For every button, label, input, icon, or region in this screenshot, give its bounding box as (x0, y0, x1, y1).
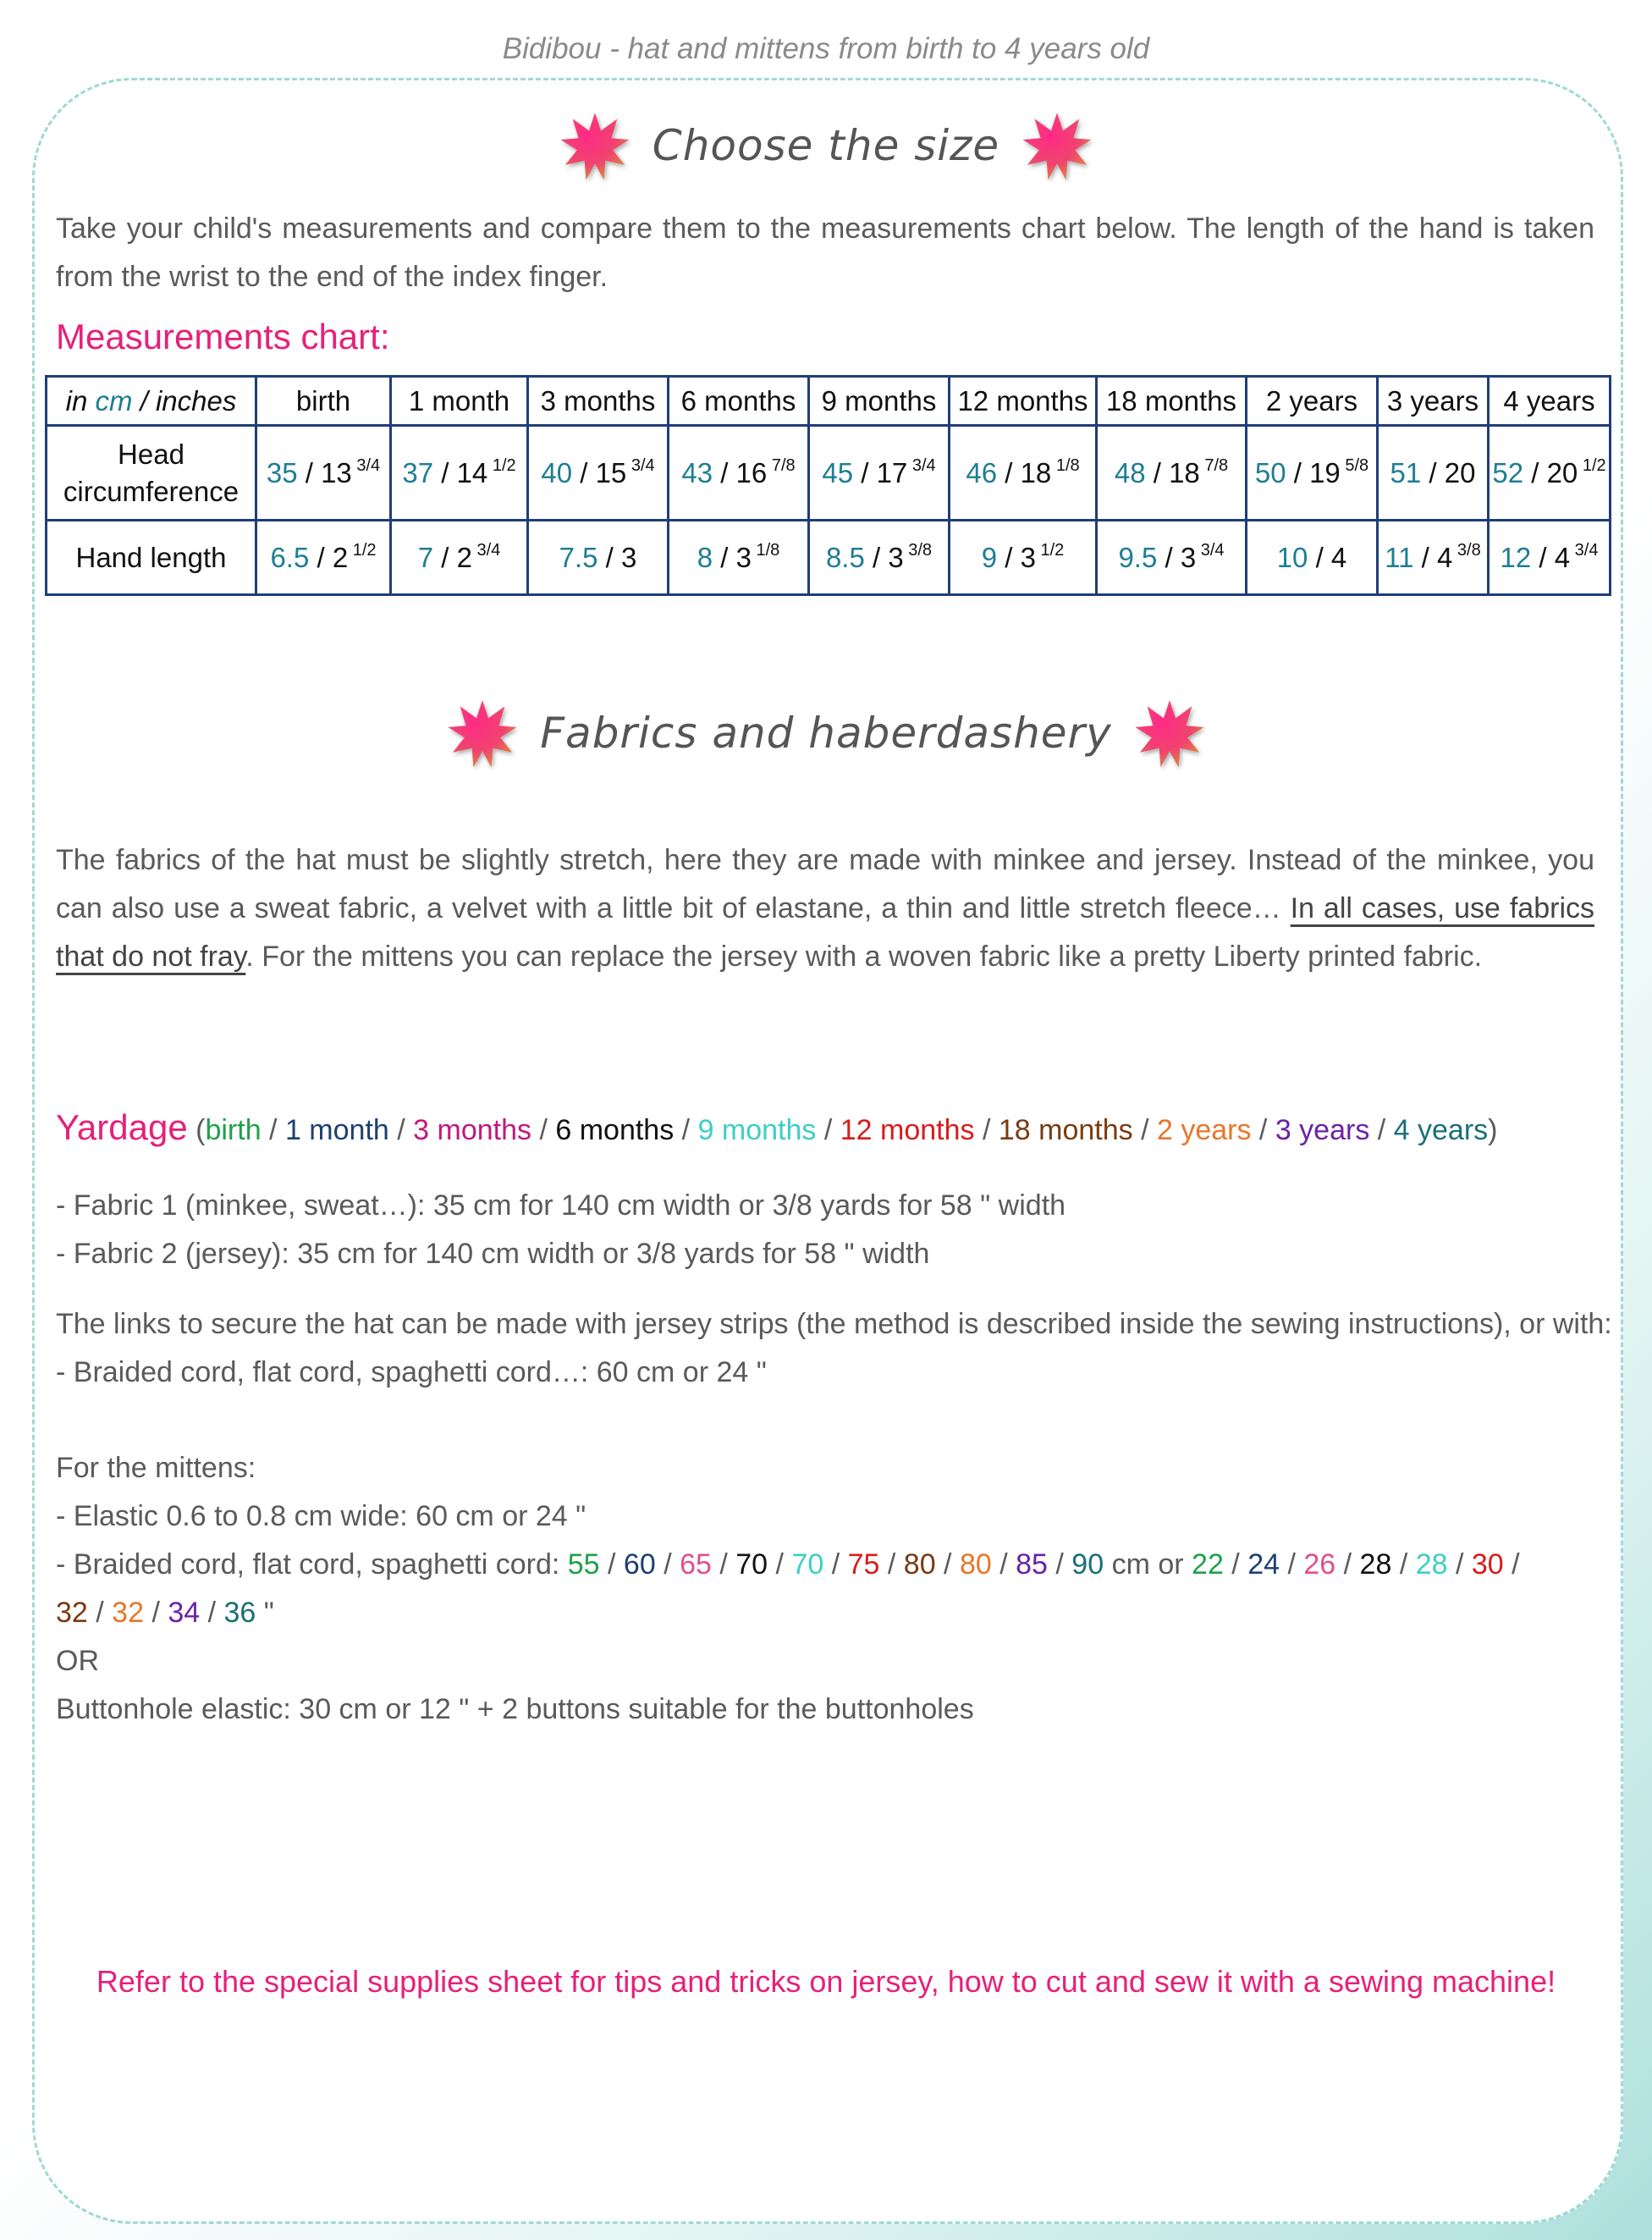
cm-value: 45 (822, 457, 854, 488)
cm-value: 51 (1390, 456, 1422, 488)
fabric-title-text: Fabrics and haberdashery (540, 709, 1112, 758)
elastic-line: - Elastic 0.6 to 0.8 cm wide: 60 cm or 24 " (56, 1500, 586, 1532)
fabric1-line: - Fabric 1 (minkee, sweat…): 35 cm for 140 cm width or 3/8 yards for 58 " width (56, 1189, 1066, 1222)
size-header-5: 12 months (950, 377, 1097, 426)
cord-cm-or: cm or (1104, 1548, 1192, 1581)
measurement-cell (1097, 521, 1247, 595)
size-header-7: 2 years (1247, 377, 1378, 426)
inch-fraction: 3/4 (1196, 541, 1225, 560)
size-header-2: 3 months (528, 377, 669, 426)
cord-cm-values (568, 1548, 1104, 1581)
inch-value: / 20 (1421, 456, 1476, 488)
measurement-cell (1378, 521, 1489, 595)
inch-fraction: 1/8 (751, 541, 780, 560)
size-value: 12 months (840, 1114, 975, 1146)
cord-sizes-line1 (56, 1548, 1520, 1581)
inch-value: / 2 (433, 542, 472, 573)
cm-value: 12 (1500, 542, 1532, 573)
table-row-head-circumference (47, 426, 1611, 521)
inch-fraction: 3/4 (351, 456, 381, 475)
measurements-table (45, 375, 1611, 596)
measurement-cell (528, 521, 669, 595)
measurement-cell (256, 521, 391, 595)
inch-fraction: 1/2 (1035, 541, 1065, 560)
size-value: 65 (680, 1548, 712, 1581)
yardage-size-legend (205, 1114, 1488, 1146)
inch-fraction: 1/8 (1051, 456, 1080, 475)
inch-fraction: 3/4 (626, 456, 655, 475)
cm-value: 9.5 (1118, 542, 1158, 573)
inch-value: / 4 (1531, 542, 1571, 573)
inch-value: / 3 (1157, 542, 1197, 573)
inch-value: / 16 (713, 457, 768, 488)
measurement-cell (1247, 521, 1378, 595)
size-value: 30 (1471, 1548, 1504, 1581)
cm-value: 10 (1276, 541, 1308, 573)
supplies-sheet-note: Refer to the special supplies sheet for tips and tricks on jersey, how to cut and sew it with a sewing machine! (96, 1964, 1556, 1999)
fabric-paragraph (56, 836, 1594, 981)
cm-value: 8.5 (825, 542, 865, 573)
cm-value: 46 (966, 457, 998, 488)
inch-value: / 4 (1413, 542, 1453, 573)
star-icon (558, 108, 632, 183)
star-icon (1020, 108, 1094, 183)
cm-value: 9 (981, 542, 998, 573)
size-value: 32 (56, 1597, 88, 1629)
separator: / (144, 1597, 168, 1629)
inch-value: / 13 (297, 457, 352, 488)
links-cord-line: - Braided cord, flat cord, spaghetti cord…: 60 cm or 24 " (56, 1356, 767, 1388)
size-value: 55 (567, 1548, 600, 1581)
size-value: 4 years (1393, 1114, 1489, 1146)
yardage-heading-line (56, 1107, 1498, 1148)
size-value: 85 (1016, 1548, 1048, 1581)
size-title-text: Choose the size (652, 121, 1000, 170)
measurement-cell (1097, 426, 1247, 521)
separator: / (1280, 1548, 1304, 1581)
cord-inch-values-b (56, 1597, 256, 1629)
size-value: 18 months (998, 1114, 1133, 1146)
hand-label: Hand length (75, 541, 227, 573)
size-value: 70 (791, 1548, 824, 1581)
size-value: 28 (1359, 1548, 1392, 1581)
size-value: 26 (1303, 1548, 1336, 1581)
separator: / (991, 1548, 1016, 1581)
yardage-close: ) (1488, 1114, 1498, 1146)
inch-value: / 3 (713, 542, 752, 573)
separator: / (1223, 1548, 1248, 1581)
separator: / (823, 1548, 848, 1581)
yardage-open: ( (187, 1114, 206, 1146)
inch-fraction: 1/2 (1578, 456, 1606, 475)
head-label-line1: Head (118, 438, 184, 470)
inch-value: / 2 (309, 542, 349, 573)
document-header: Bidibou - hat and mittens from birth to 4 years old (502, 32, 1150, 65)
measurement-cell (1247, 426, 1378, 521)
size-value: 32 (112, 1597, 144, 1629)
fabric-text-2: . For the mittens you can replace the jersey with a woven fabric like a pretty Liberty printed fabric. (245, 941, 1483, 973)
size-section-title (0, 108, 1652, 183)
inch-value: / 19 (1286, 457, 1341, 488)
inch-fraction: 1/2 (348, 541, 377, 560)
fabric-underlined-note: In all cases, use fabrics that do not fray (56, 892, 1594, 973)
size-header-3: 6 months (669, 377, 809, 426)
fabric-text-1: The fabrics of the hat must be slightly stretch, here they are made with minkee and jersey. Instead of the minkee, you can also use a sweat fabric, a velvet with a little bit of elastane, a thin and little stretch fleece… (56, 844, 1594, 924)
inch-value: / 14 (433, 457, 488, 488)
table-header-row (47, 377, 1611, 426)
separator: / (768, 1548, 792, 1581)
separator: / (1132, 1114, 1157, 1146)
cord-inch-values-a (1192, 1548, 1520, 1581)
cord-sizes-line2 (56, 1597, 274, 1630)
inch-value: / 3 (997, 542, 1036, 573)
inch-value: / 3 (597, 541, 637, 573)
size-value: 3 months (413, 1114, 532, 1146)
buttonhole-line: Buttonhole elastic: 30 cm or 12 " + 2 buttons suitable for the buttonholes (56, 1693, 974, 1725)
inch-value: / 17 (853, 457, 908, 488)
size-value: 70 (735, 1548, 768, 1581)
units-corner-cell (47, 377, 256, 426)
cm-value: 11 (1385, 542, 1414, 573)
size-header-4: 9 months (809, 377, 950, 426)
separator: / (1447, 1548, 1472, 1581)
mittens-heading: For the mittens: (56, 1452, 256, 1484)
separator: / (531, 1114, 556, 1146)
fabric2-line: - Fabric 2 (jersey): 35 cm for 140 cm width or 3/8 yards for 58 " width (56, 1238, 930, 1270)
cm-value: 8 (697, 542, 713, 573)
table-row-hand-length (47, 521, 1611, 595)
size-value: 22 (1192, 1548, 1224, 1581)
cm-value: 6.5 (270, 542, 310, 573)
hand-row-label (47, 521, 256, 595)
separator: / (1335, 1548, 1360, 1581)
star-icon (1132, 696, 1207, 770)
cord-inch-suffix: " (256, 1597, 274, 1629)
separator: / (879, 1548, 904, 1581)
size-value: 34 (168, 1597, 201, 1629)
cm-value: 52 (1492, 457, 1524, 488)
measurement-cell (950, 521, 1097, 595)
inch-value: / 18 (1145, 457, 1200, 488)
size-value: 28 (1415, 1548, 1448, 1581)
head-label-line2: circumference (63, 475, 240, 507)
separator: / (388, 1114, 414, 1146)
separator: / (87, 1597, 113, 1629)
cm-value: 48 (1114, 457, 1146, 488)
size-value: 90 (1071, 1548, 1104, 1581)
inch-fraction: 7/8 (767, 456, 796, 475)
inch-fraction: 7/8 (1199, 456, 1229, 475)
separator: / (261, 1114, 285, 1146)
inch-fraction: 3/4 (1570, 541, 1599, 560)
cm-value: 7.5 (559, 541, 598, 573)
separator: / (1391, 1548, 1416, 1581)
inch-value: / 3 (864, 542, 904, 573)
separator: / (674, 1114, 698, 1146)
corner-in: in (65, 384, 88, 417)
measurement-cell (1489, 521, 1611, 595)
size-value: 6 months (555, 1114, 675, 1146)
size-value: 36 (223, 1597, 256, 1629)
yardage-heading: Yardage (56, 1107, 188, 1147)
head-row-label (47, 426, 256, 521)
fabric-section-title (0, 696, 1652, 770)
separator: / (1047, 1548, 1072, 1581)
measurement-cell (391, 426, 528, 521)
measurement-cell (669, 426, 809, 521)
size-value: 9 months (697, 1114, 817, 1146)
inch-value: / 15 (572, 457, 627, 488)
cm-value: 50 (1254, 457, 1286, 488)
separator: / (200, 1597, 224, 1629)
separator: / (599, 1548, 624, 1581)
corner-inches: / inches (140, 384, 237, 417)
separator: / (816, 1114, 840, 1146)
measurement-cell (391, 521, 528, 595)
size-header-6: 18 months (1097, 377, 1247, 426)
separator: / (711, 1548, 736, 1581)
inch-value: / 18 (997, 457, 1052, 488)
cm-value: 7 (417, 542, 434, 573)
size-value: 2 years (1156, 1114, 1252, 1146)
size-value: birth (205, 1114, 262, 1146)
inch-fraction: 3/4 (471, 541, 501, 560)
measurement-cell (528, 426, 669, 521)
cm-value: 40 (541, 457, 573, 488)
links-intro-line: The links to secure the hat can be made with jersey strips (the method is described inside the sewing instructions), or with: (56, 1308, 1612, 1340)
size-value: 80 (903, 1548, 936, 1581)
separator: / (1369, 1114, 1394, 1146)
or-line: OR (56, 1645, 99, 1677)
inch-value: / 20 (1523, 457, 1578, 488)
measurement-cell (1378, 426, 1489, 521)
separator: / (655, 1548, 680, 1581)
cm-value: 35 (266, 457, 298, 488)
measurement-cell (669, 521, 809, 595)
star-icon (445, 696, 520, 770)
separator: / (1503, 1548, 1520, 1581)
measurement-cell (256, 426, 391, 521)
size-value: 3 years (1275, 1114, 1370, 1146)
size-header-8: 3 years (1378, 377, 1489, 426)
cm-value: 43 (681, 457, 713, 488)
size-header-1: 1 month (391, 377, 528, 426)
size-value: 75 (847, 1548, 880, 1581)
measurements-chart-heading: Measurements chart: (56, 317, 390, 356)
size-value: 60 (623, 1548, 656, 1581)
size-value: 24 (1247, 1548, 1280, 1581)
size-value: 1 month (284, 1114, 389, 1146)
inch-fraction: 3/8 (1452, 541, 1481, 560)
measurement-cell (809, 521, 950, 595)
separator: / (935, 1548, 960, 1581)
measurement-cell (809, 426, 950, 521)
size-intro: Take your child's measurements and compare them to the measurements chart below. The length of the hand is taken from the wrist to the end of the index finger. (56, 212, 1594, 293)
separator: / (974, 1114, 999, 1146)
corner-cm: cm (95, 384, 133, 417)
cord-prefix: - Braided cord, flat cord, spaghetti cord: (56, 1548, 568, 1581)
inch-fraction: 1/2 (487, 456, 516, 475)
inch-fraction: 3/4 (907, 456, 936, 475)
measurement-cell (950, 426, 1097, 521)
inch-fraction: 5/8 (1340, 456, 1369, 475)
size-header-0: birth (256, 377, 391, 426)
measurement-cell (1489, 426, 1611, 521)
size-header-9: 4 years (1489, 377, 1611, 426)
separator: / (1251, 1114, 1275, 1146)
inch-fraction: 3/8 (903, 541, 933, 560)
inch-value: / 4 (1308, 541, 1347, 573)
size-value: 80 (959, 1548, 992, 1581)
cm-value: 37 (402, 457, 434, 488)
